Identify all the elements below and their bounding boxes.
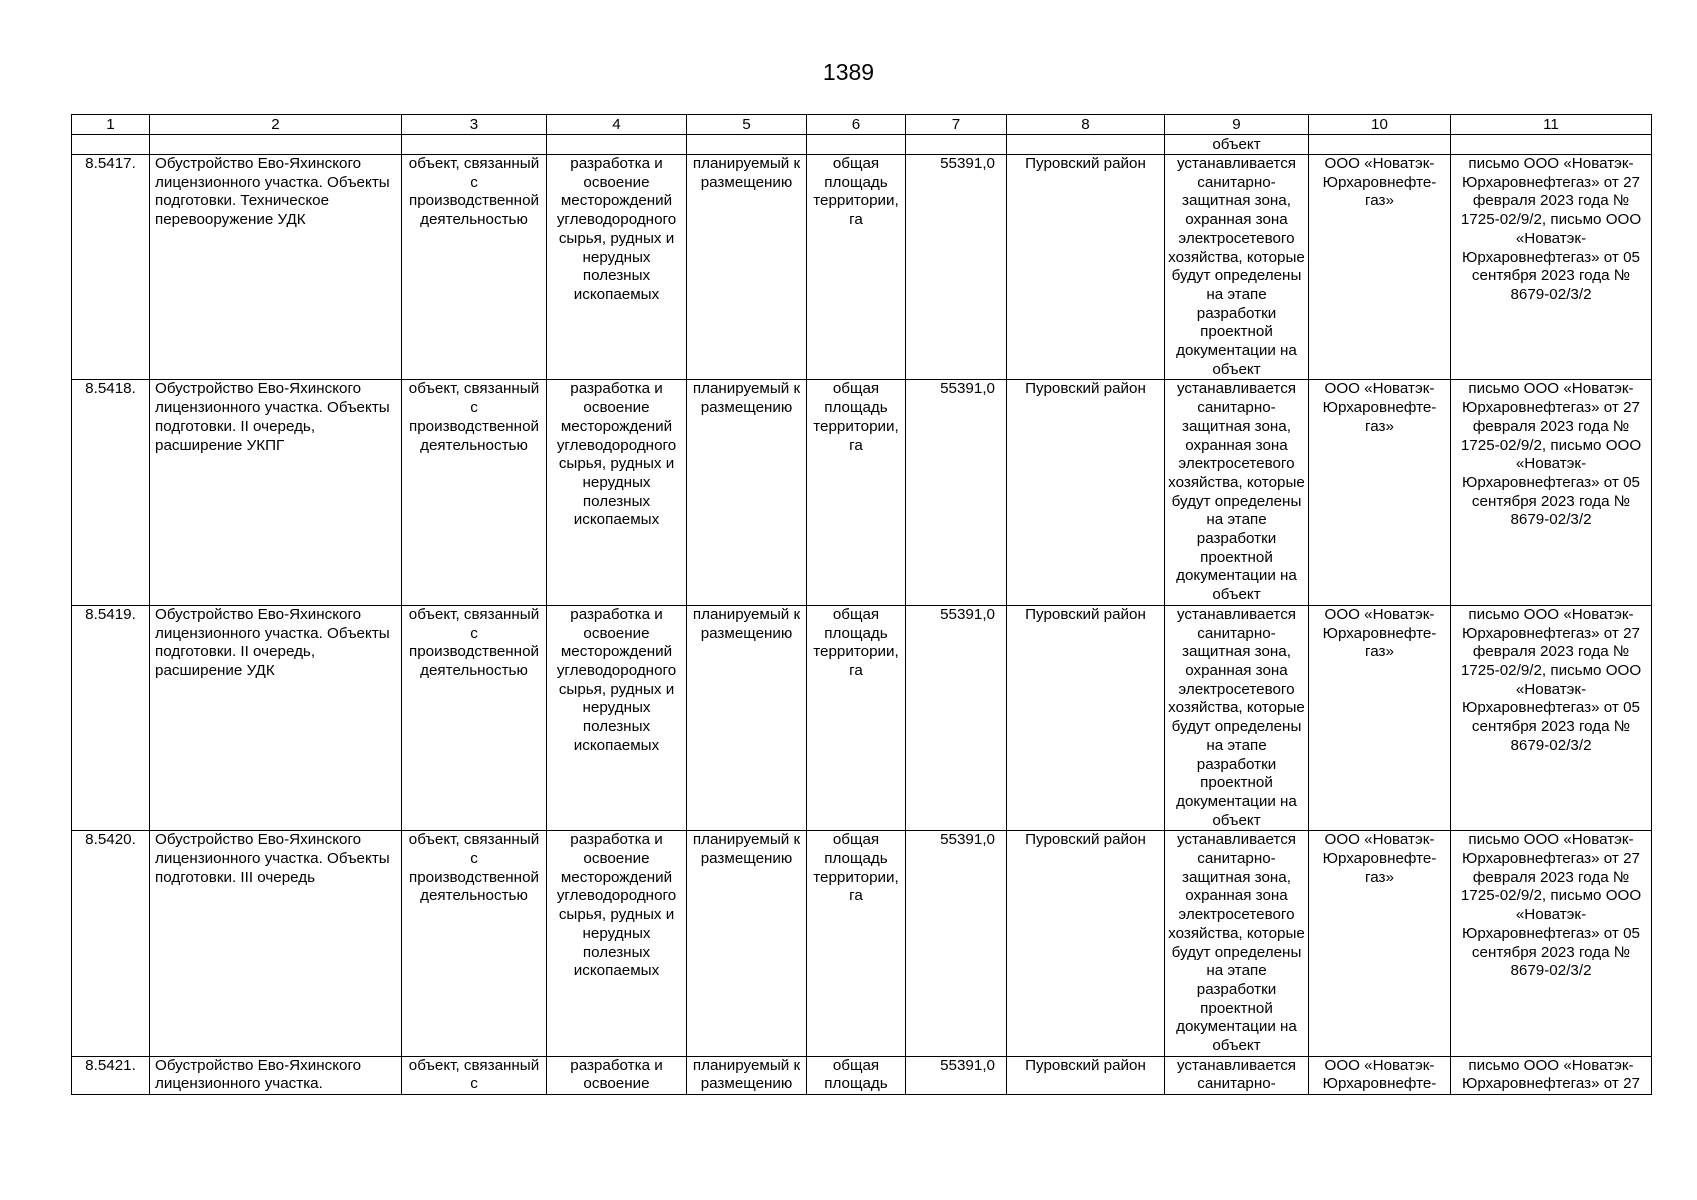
table-cell	[547, 135, 687, 155]
table-cell	[1007, 135, 1165, 155]
location: Пуровский район	[1007, 380, 1165, 605]
object-purpose: разработка и освоение	[547, 1056, 687, 1094]
row-id: 8.5420.	[72, 831, 150, 1056]
organization: ООО «Новатэк-Юрхаровнефте-газ»	[1309, 831, 1451, 1056]
column-number: 4	[547, 115, 687, 135]
basis-document: письмо ООО «Новатэк-Юрхаровнефтегаз» от 27 февраля 2023 года № 1725-02/9/2, письмо ООО «Новатэк-Юрхаровнефтегаз» от 05 сентября 2023 года № 8679-02/3/2	[1451, 831, 1652, 1056]
area-label: общая площадь	[807, 1056, 906, 1094]
table-cell	[807, 135, 906, 155]
organization: ООО «Новатэк-Юрхаровнефте-	[1309, 1056, 1451, 1094]
area-value: 55391,0	[906, 155, 1007, 380]
column-number: 9	[1165, 115, 1309, 135]
organization: ООО «Новатэк-Юрхаровнефте-газ»	[1309, 605, 1451, 830]
object-type: объект, связанный с производственной деятельностью	[402, 831, 547, 1056]
object-status: планируемый к размещению	[687, 605, 807, 830]
table-cell	[150, 135, 402, 155]
zone-info: устанавливается санитарно-защитная зона, охранная зона электросетевого хозяйства, которые будут определены на этапе разработки проектной документации на объект	[1165, 831, 1309, 1056]
object-name: Обустройство Ево-Яхинского лицензионного участка. Объекты подготовки. III очередь	[150, 831, 402, 1056]
object-purpose: разработка и освоение месторождений углеводородного сырья, рудных и нерудных полезных ископаемых	[547, 380, 687, 605]
table-row	[72, 831, 1652, 1056]
row-id: 8.5419.	[72, 605, 150, 830]
object-name: Обустройство Ево-Яхинского лицензионного участка. Объекты подготовки. Техническое перевооружение УДК	[150, 155, 402, 380]
area-label: общая площадь территории, га	[807, 155, 906, 380]
zone-info: устанавливается санитарно-защитная зона, охранная зона электросетевого хозяйства, которые будут определены на этапе разработки проектной документации на объект	[1165, 380, 1309, 605]
zone-info: устанавливается санитарно-защитная зона, охранная зона электросетевого хозяйства, которые будут определены на этапе разработки проектной документации на объект	[1165, 605, 1309, 830]
object-status: планируемый к размещению	[687, 1056, 807, 1094]
row-id: 8.5418.	[72, 380, 150, 605]
object-status: планируемый к размещению	[687, 155, 807, 380]
organization: ООО «Новатэк-Юрхаровнефте-газ»	[1309, 155, 1451, 380]
object-name: Обустройство Ево-Яхинского лицензионного участка. Объекты подготовки. II очередь, расширение УДК	[150, 605, 402, 830]
object-type: объект, связанный с производственной деятельностью	[402, 380, 547, 605]
column-number: 11	[1451, 115, 1652, 135]
table-cell	[1451, 135, 1652, 155]
basis-document: письмо ООО «Новатэк-Юрхаровнефтегаз» от 27 февраля 2023 года № 1725-02/9/2, письмо ООО «Новатэк-Юрхаровнефтегаз» от 05 сентября 2023 года № 8679-02/3/2	[1451, 380, 1652, 605]
basis-document: письмо ООО «Новатэк-Юрхаровнефтегаз» от 27 февраля 2023 года № 1725-02/9/2, письмо ООО «Новатэк-Юрхаровнефтегаз» от 05 сентября 2023 года № 8679-02/3/2	[1451, 155, 1652, 380]
area-value: 55391,0	[906, 831, 1007, 1056]
object-type: объект, связанный с производственной деятельностью	[402, 605, 547, 830]
area-value: 55391,0	[906, 605, 1007, 830]
column-number: 2	[150, 115, 402, 135]
column-number: 5	[687, 115, 807, 135]
table-cell	[906, 135, 1007, 155]
area-value: 55391,0	[906, 1056, 1007, 1094]
table-cell	[687, 135, 807, 155]
object-purpose: разработка и освоение месторождений углеводородного сырья, рудных и нерудных полезных ископаемых	[547, 155, 687, 380]
object-name: Обустройство Ево-Яхинского лицензионного участка.	[150, 1056, 402, 1094]
row-id: 8.5417.	[72, 155, 150, 380]
zone-info: устанавливается санитарно-	[1165, 1056, 1309, 1094]
area-label: общая площадь территории, га	[807, 605, 906, 830]
continuation-row	[72, 135, 1652, 155]
zone-info: устанавливается санитарно-защитная зона, охранная зона электросетевого хозяйства, которые будут определены на этапе разработки проектной документации на объект	[1165, 155, 1309, 380]
object-name: Обустройство Ево-Яхинского лицензионного участка. Объекты подготовки. II очередь, расширение УКПГ	[150, 380, 402, 605]
table-cell	[72, 135, 150, 155]
object-purpose: разработка и освоение месторождений углеводородного сырья, рудных и нерудных полезных ископаемых	[547, 605, 687, 830]
register-table	[71, 114, 1652, 1095]
table-row	[72, 380, 1652, 605]
table-cell: объект	[1165, 135, 1309, 155]
object-status: планируемый к размещению	[687, 831, 807, 1056]
table-row	[72, 605, 1652, 830]
table-cell	[1309, 135, 1451, 155]
column-number: 7	[906, 115, 1007, 135]
column-number: 3	[402, 115, 547, 135]
location: Пуровский район	[1007, 831, 1165, 1056]
basis-document: письмо ООО «Новатэк-Юрхаровнефтегаз» от 27 февраля 2023 года № 1725-02/9/2, письмо ООО «Новатэк-Юрхаровнефтегаз» от 05 сентября 2023 года № 8679-02/3/2	[1451, 605, 1652, 830]
column-number-row	[72, 115, 1652, 135]
location: Пуровский район	[1007, 1056, 1165, 1094]
organization: ООО «Новатэк-Юрхаровнефте-газ»	[1309, 380, 1451, 605]
table-row	[72, 155, 1652, 380]
object-status: планируемый к размещению	[687, 380, 807, 605]
location: Пуровский район	[1007, 155, 1165, 380]
row-id: 8.5421.	[72, 1056, 150, 1094]
object-type: объект, связанный с производственной деятельностью	[402, 155, 547, 380]
column-number: 6	[807, 115, 906, 135]
column-number: 8	[1007, 115, 1165, 135]
area-label: общая площадь территории, га	[807, 831, 906, 1056]
area-value: 55391,0	[906, 380, 1007, 605]
table-row	[72, 1056, 1652, 1094]
object-type: объект, связанный с	[402, 1056, 547, 1094]
page-number: 1389	[822, 59, 875, 85]
object-purpose: разработка и освоение месторождений углеводородного сырья, рудных и нерудных полезных ископаемых	[547, 831, 687, 1056]
area-label: общая площадь территории, га	[807, 380, 906, 605]
table-cell	[402, 135, 547, 155]
basis-document: письмо ООО «Новатэк-Юрхаровнефтегаз» от 27	[1451, 1056, 1652, 1094]
column-number: 1	[72, 115, 150, 135]
column-number: 10	[1309, 115, 1451, 135]
location: Пуровский район	[1007, 605, 1165, 830]
